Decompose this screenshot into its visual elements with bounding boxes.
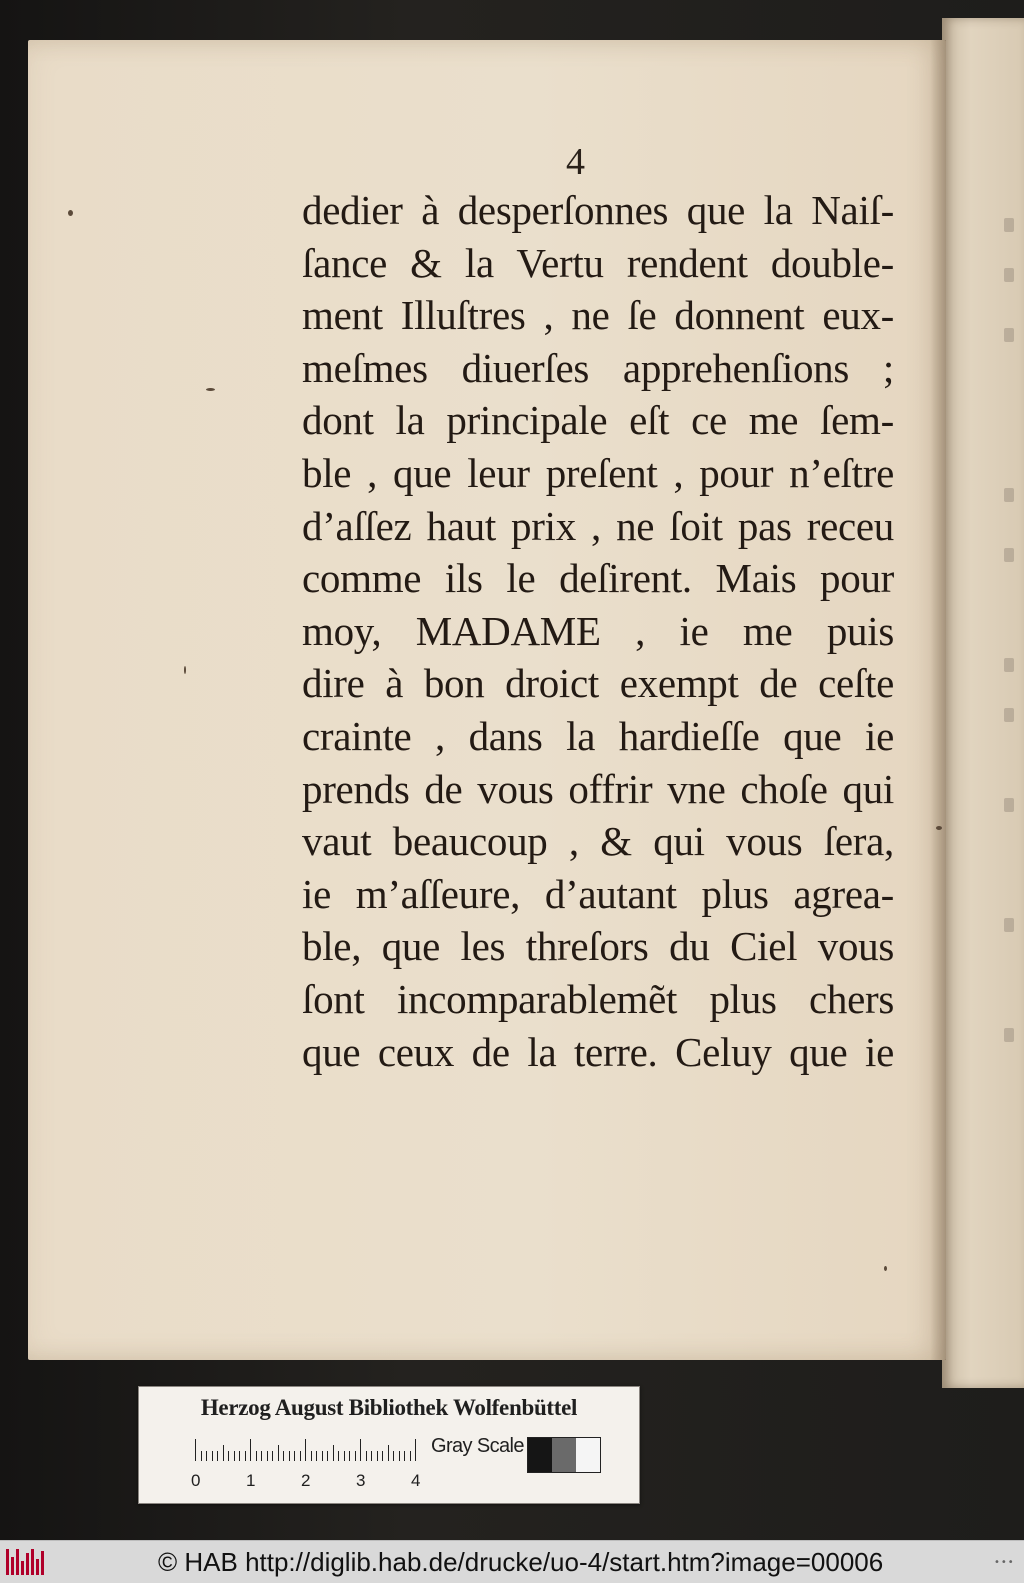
ruler-tick [228, 1451, 229, 1461]
text-line: ble , que leur preſent , pour n’eſtre [302, 449, 894, 496]
cm-ruler [195, 1439, 423, 1461]
ruler-tick [399, 1451, 400, 1461]
ghost-letter [1004, 1028, 1014, 1042]
spine-shadow [930, 40, 946, 1360]
ruler-tick [272, 1451, 273, 1461]
ruler-number: 1 [246, 1471, 256, 1490]
ruler-tick [283, 1451, 284, 1461]
text-line: moy, MADAME , ie me puis [302, 607, 894, 654]
gray-swatch [576, 1438, 600, 1472]
text-line: ſance & la Vertu rendent double- [302, 239, 894, 286]
ruler-tick [344, 1451, 345, 1461]
ruler-tick [212, 1451, 213, 1461]
text-line: meſmes diuerſes apprehenſions ; [302, 344, 894, 391]
ruler-tick [382, 1451, 383, 1461]
logo-bar [16, 1549, 19, 1575]
ruler-number: 3 [356, 1471, 366, 1490]
text-line: prends de vous offrir vne choſe qui [302, 765, 894, 812]
ruler-tick [388, 1445, 389, 1461]
ruler-tick [300, 1451, 301, 1461]
ruler-tick [366, 1451, 367, 1461]
logo-bar [41, 1551, 44, 1575]
ghost-letter [1004, 798, 1014, 812]
text-line: d’aſſez haut prix , ne ſoit pas receu [302, 502, 894, 549]
ruler-tick [206, 1451, 207, 1461]
logo-bar [21, 1561, 24, 1575]
next-page-edge [942, 18, 1024, 1388]
ruler-tick [234, 1451, 235, 1461]
ruler-number: 0 [191, 1471, 201, 1490]
ruler-tick [371, 1451, 372, 1461]
body-text [302, 184, 894, 1078]
ruler-tick [201, 1451, 202, 1461]
logo-bar [26, 1553, 29, 1575]
ruler-tick [404, 1451, 405, 1461]
ruler-tick [377, 1451, 378, 1461]
gray-swatch [528, 1438, 552, 1472]
ruler-tick [245, 1451, 246, 1461]
paper-speck [68, 210, 73, 216]
ghost-letter [1004, 658, 1014, 672]
text-line: dire à bon droict exempt de ceſte [302, 660, 894, 707]
logo-bar [31, 1549, 34, 1575]
ruler-tick [338, 1451, 339, 1461]
ruler-tick [327, 1451, 328, 1461]
gray-swatch [552, 1438, 576, 1472]
text-line: comme ils le deſirent. Mais pour [302, 555, 894, 602]
ruler-tick [415, 1439, 416, 1461]
ruler-tick [195, 1439, 196, 1461]
ruler-tick [360, 1439, 361, 1461]
text-line: ie m’aſſeure, d’autant plus agrea- [302, 870, 894, 917]
ruler-number: 2 [301, 1471, 311, 1490]
page-number: 4 [566, 141, 585, 183]
ghost-letter [1004, 918, 1014, 932]
library-name: Herzog August Bibliothek Wolfenbüttel [200, 1395, 578, 1420]
color-target-card [138, 1386, 640, 1504]
footer-bar [0, 1540, 1024, 1583]
text-line: dedier à desperſonnes que la Naiſ- [302, 187, 894, 233]
ruler-tick [239, 1451, 240, 1461]
ruler-tick [267, 1451, 268, 1461]
ruler-tick [311, 1451, 312, 1461]
ruler-tick [349, 1451, 350, 1461]
ruler-tick [322, 1451, 323, 1461]
ghost-letter [1004, 548, 1014, 562]
ghost-letter [1004, 488, 1014, 502]
gray-scale-label: Gray Scale [431, 1435, 524, 1457]
logo-bar [36, 1559, 39, 1575]
ruler-tick [305, 1439, 306, 1461]
hab-logo-icon [6, 1549, 48, 1575]
paper-speck [884, 1266, 887, 1271]
ruler-tick [261, 1451, 262, 1461]
paper-speck [936, 826, 942, 830]
ruler-tick [410, 1451, 411, 1461]
logo-bar [11, 1557, 14, 1575]
text-line: ment Illuſtres , ne ſe donnent eux- [302, 292, 894, 339]
ruler-tick [223, 1445, 224, 1461]
ruler-number: 4 [411, 1471, 421, 1490]
footer-source-link[interactable]: © HAB http://diglib.hab.de/drucke/uo-4/start.htm?image=00006 [158, 1547, 884, 1577]
ruler-tick [333, 1445, 334, 1461]
text-line: dont la principale eſt ce me ſem- [302, 397, 894, 444]
ruler-tick [278, 1445, 279, 1461]
text-line: ſont incomparablemẽt plus chers [302, 975, 894, 1022]
ruler-tick [294, 1451, 295, 1461]
ruler-tick [355, 1451, 356, 1461]
ruler-tick [250, 1439, 251, 1461]
text-line: crainte , dans la hardieſſe que ie [302, 712, 894, 759]
ghost-letter [1004, 218, 1014, 232]
logo-bar [6, 1549, 9, 1575]
ruler-tick [256, 1451, 257, 1461]
ruler-tick [316, 1451, 317, 1461]
ruler-tick [217, 1451, 218, 1461]
paper-speck [206, 388, 215, 391]
ghost-letter [1004, 268, 1014, 282]
ruler-tick [289, 1451, 290, 1461]
paper-speck [184, 666, 186, 674]
more-icon[interactable]: ••• [994, 1557, 1015, 1568]
ruler-tick [393, 1451, 394, 1461]
ghost-letter [1004, 328, 1014, 342]
ghost-letter [1004, 708, 1014, 722]
gray-scale-swatches [527, 1437, 601, 1473]
text-line: ble, que les threſors du Ciel vous [302, 923, 894, 970]
text-line: vaut beaucoup , & qui vous ſera, [302, 818, 894, 865]
text-line: que ceux de la terre. Celuy que ie [302, 1028, 894, 1075]
